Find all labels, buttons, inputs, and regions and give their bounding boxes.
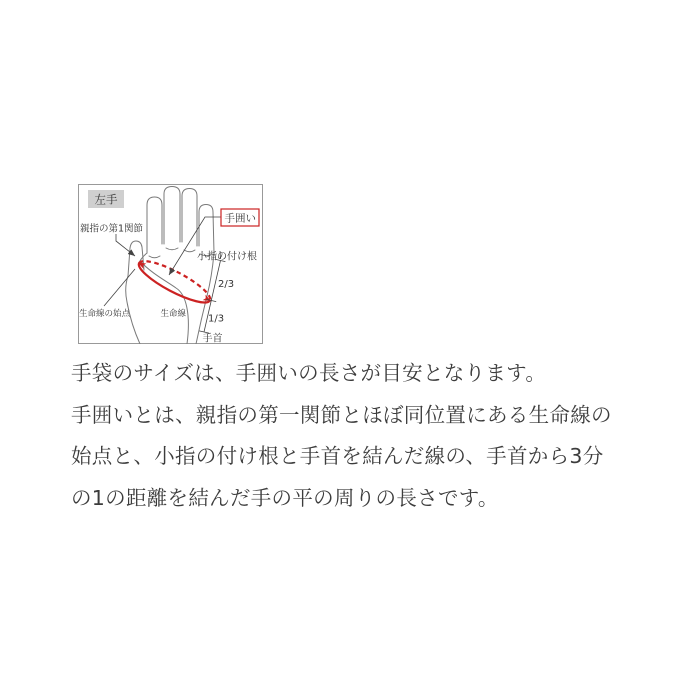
- girth-label: 手囲い: [224, 212, 256, 225]
- diagram-border: [79, 185, 263, 344]
- description-line-2: 手囲いとは、親指の第一関節とほぼ同位置にある生命線の: [71, 402, 612, 427]
- hand-diagram: [78, 184, 263, 344]
- hand-side-label: 左手: [94, 192, 118, 207]
- hand-diagram-svg: [78, 184, 263, 344]
- pinky-base-label: 小指の付け根: [197, 251, 257, 263]
- one-third-label: 1/3: [208, 313, 225, 325]
- description-line-4: の1の距離を結んだ手の平の周りの長さです。: [71, 485, 499, 510]
- lifeline-label: 生命線: [160, 309, 187, 319]
- wrist-label: 手首: [202, 333, 223, 344]
- description-line-1: 手袋のサイズは、手囲いの長さが目安となります。: [71, 361, 547, 385]
- lifeline-start-label: 生命線の始点: [79, 309, 131, 319]
- description-block: [71, 353, 631, 519]
- two-thirds-label: 2/3: [218, 279, 235, 290]
- description-line-3: 始点と、小指の付け根と手首を結んだ線の、手首から3分: [71, 444, 604, 469]
- thumb-joint-label: 親指の第1関節: [80, 223, 144, 235]
